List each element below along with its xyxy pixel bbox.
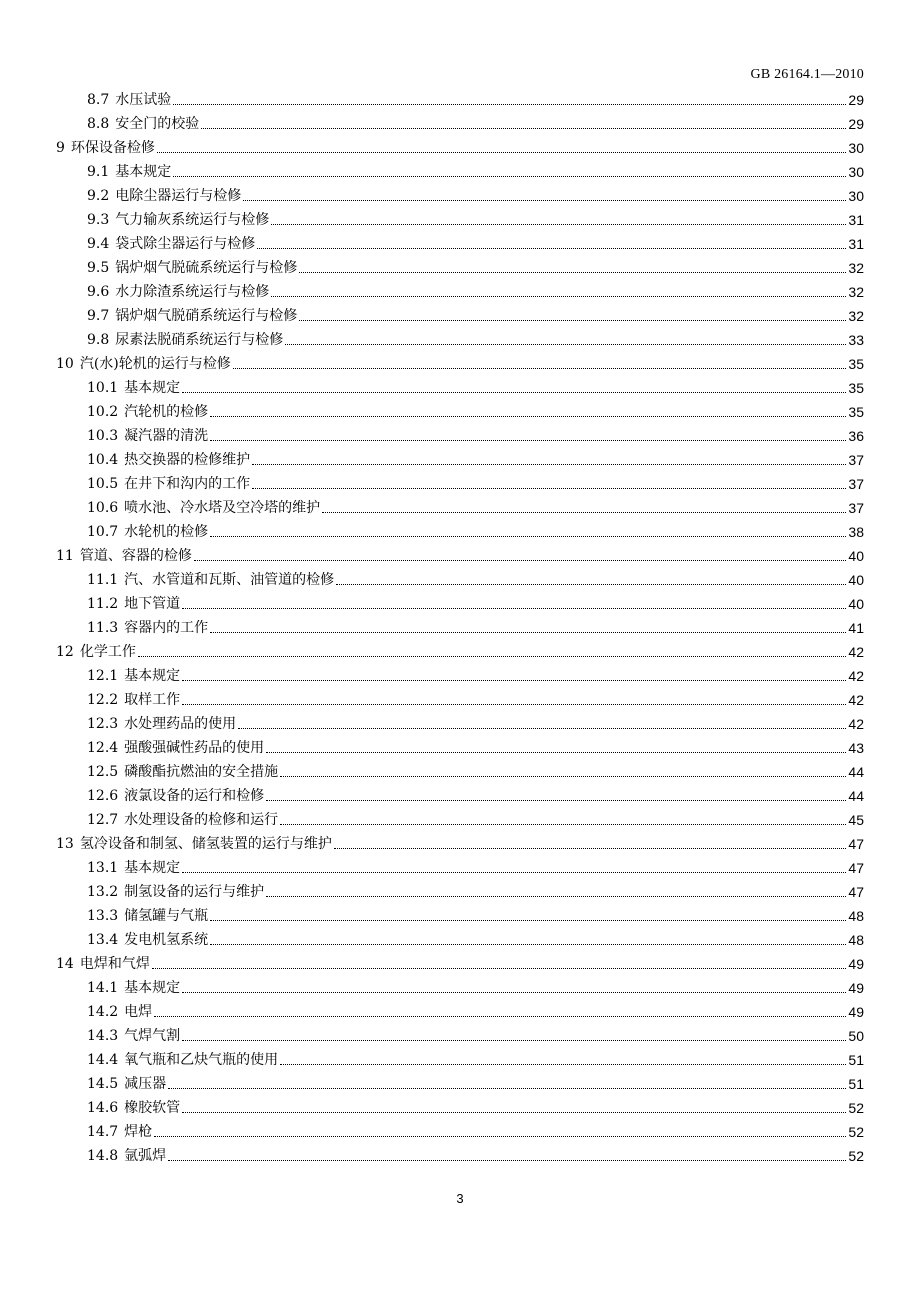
toc-entry-label [87,448,250,472]
toc-entry[interactable] [56,1120,864,1144]
toc-dot-leader [182,991,846,993]
toc-entry[interactable] [56,376,864,400]
toc-entry-label [87,712,236,736]
toc-entry-number: 10.4 [87,452,119,468]
toc-entry[interactable] [56,1072,864,1096]
toc-entry-page: 30 [848,164,864,180]
toc-entry-page: 40 [848,572,864,588]
toc-entry-number: 9 [56,140,65,156]
toc-entry-label [87,928,208,952]
toc-entry-page: 40 [848,596,864,612]
toc-entry[interactable] [56,928,864,952]
toc-entry-page: 51 [848,1076,864,1092]
toc-dot-leader [210,535,846,537]
toc-entry[interactable] [56,232,864,256]
toc-entry-label [87,856,180,880]
toc-dot-leader [257,247,846,249]
toc-entry-title: 化学工作 [79,644,136,660]
toc-entry-number: 14.3 [87,1028,119,1044]
toc-entry-label [87,256,297,280]
toc-entry-label [56,544,192,568]
toc-dot-leader [299,271,846,273]
toc-dot-leader [233,367,847,369]
toc-dot-leader [299,319,846,321]
toc-entry-page: 45 [848,812,864,828]
toc-entry-label [87,664,180,688]
toc-entry-page: 49 [848,956,864,972]
toc-entry-number: 10 [56,356,74,372]
toc-entry[interactable] [56,112,864,136]
toc-entry-page: 44 [848,764,864,780]
toc-entry-title: 氩弧焊 [124,1148,167,1164]
toc-dot-leader [168,1087,846,1089]
toc-entry[interactable] [56,952,864,976]
toc-dot-leader [182,1039,846,1041]
toc-entry-number: 10.5 [87,476,119,492]
toc-dot-leader [280,775,846,777]
toc-entry-label [87,808,278,832]
toc-entry-title: 基本规定 [124,860,181,876]
toc-entry-number: 12.4 [87,740,119,756]
toc-dot-leader [210,415,846,417]
toc-entry-title: 基本规定 [124,380,181,396]
toc-entry-number: 12.3 [87,716,119,732]
toc-entry-number: 14.6 [87,1100,119,1116]
toc-dot-leader [252,463,846,465]
toc-entry[interactable] [56,424,864,448]
toc-entry-page: 29 [848,92,864,108]
toc-entry-number: 14.5 [87,1076,119,1092]
toc-entry-title: 锅炉烟气脱硝系统运行与检修 [115,308,298,324]
toc-dot-leader [182,607,846,609]
toc-entry-label [87,1072,166,1096]
toc-dot-leader [182,391,846,393]
toc-entry-number: 13.4 [87,932,119,948]
toc-entry[interactable] [56,256,864,280]
toc-entry[interactable] [56,496,864,520]
toc-entry-label [87,1024,180,1048]
toc-entry-label [87,304,297,328]
toc-entry-title: 电除尘器运行与检修 [115,188,242,204]
toc-dot-leader [182,703,846,705]
toc-entry-page: 37 [848,452,864,468]
toc-entry-title: 汽(水)轮机的运行与检修 [79,356,231,372]
toc-entry-title: 热交换器的检修维护 [124,452,251,468]
toc-entry-label [87,112,199,136]
toc-entry-label [87,1096,180,1120]
toc-entry-page: 44 [848,788,864,804]
toc-entry-title: 电焊 [124,1004,153,1020]
toc-dot-leader [238,727,846,729]
toc-entry-title: 磷酸酯抗燃油的安全措施 [124,764,279,780]
toc-entry-label [87,1048,278,1072]
toc-entry[interactable] [56,976,864,1000]
toc-entry-page: 48 [848,932,864,948]
toc-entry-page: 47 [848,884,864,900]
toc-entry-label [56,952,150,976]
toc-entry-label [87,568,334,592]
toc-entry-page: 42 [848,668,864,684]
toc-entry-number: 9.2 [87,188,110,204]
toc-entry-label [87,688,180,712]
toc-dot-leader [266,895,846,897]
table-of-contents [56,88,864,1168]
toc-entry-label [87,1144,166,1168]
toc-entry-title: 水力除渣系统运行与检修 [115,284,270,300]
toc-entry[interactable] [56,160,864,184]
toc-entry-title: 氢冷设备和制氢、储氢装置的运行与维护 [79,836,332,852]
toc-dot-leader [266,751,846,753]
toc-entry-page: 32 [848,284,864,300]
toc-entry[interactable] [56,304,864,328]
toc-entry-number: 9.5 [87,260,110,276]
toc-entry-label [56,640,136,664]
toc-entry-number: 12 [56,644,74,660]
toc-entry-label [56,136,155,160]
toc-dot-leader [252,487,846,489]
toc-entry[interactable] [56,904,864,928]
toc-entry-number: 10.7 [87,524,119,540]
toc-dot-leader [168,1159,846,1161]
toc-dot-leader [152,967,847,969]
toc-entry-number: 12.6 [87,788,119,804]
toc-dot-leader [201,127,846,129]
toc-entry-title: 尿素法脱硝系统运行与检修 [115,332,284,348]
toc-entry[interactable] [56,352,864,376]
toc-dot-leader [210,439,846,441]
toc-entry[interactable] [56,472,864,496]
toc-entry-number: 9.4 [87,236,110,252]
toc-entry-page: 35 [848,356,864,372]
toc-entry[interactable] [56,136,864,160]
toc-entry-number: 8.8 [87,116,110,132]
toc-dot-leader [271,223,846,225]
toc-entry-label [87,976,180,1000]
toc-entry-title: 基本规定 [124,668,181,684]
toc-entry-page: 52 [848,1100,864,1116]
toc-entry[interactable] [56,280,864,304]
toc-entry[interactable] [56,688,864,712]
toc-entry-number: 11.1 [87,572,119,588]
toc-entry-label [87,160,171,184]
toc-entry-title: 在井下和沟内的工作 [124,476,251,492]
toc-entry-page: 41 [848,620,864,636]
toc-entry-label [87,280,269,304]
toc-dot-leader [182,1111,846,1113]
toc-entry-label [87,760,278,784]
toc-entry-number: 9.6 [87,284,110,300]
toc-entry-number: 14 [56,956,74,972]
toc-entry-page: 37 [848,500,864,516]
toc-entry[interactable] [56,736,864,760]
toc-dot-leader [154,1015,846,1017]
toc-entry-number: 10.1 [87,380,119,396]
toc-dot-leader [266,799,846,801]
toc-entry-page: 51 [848,1052,864,1068]
toc-entry[interactable] [56,760,864,784]
toc-entry[interactable] [56,1144,864,1168]
toc-entry-page: 50 [848,1028,864,1044]
toc-entry-label [87,784,264,808]
toc-entry-page: 47 [848,860,864,876]
toc-entry-title: 电焊和气焊 [79,956,150,972]
toc-dot-leader [182,871,846,873]
toc-entry-title: 环保设备检修 [70,140,155,156]
toc-entry-page: 32 [848,260,864,276]
toc-dot-leader [210,943,846,945]
toc-entry-title: 橡胶软管 [124,1100,181,1116]
toc-entry[interactable] [56,712,864,736]
toc-entry-title: 强酸强碱性药品的使用 [124,740,265,756]
toc-entry-page: 42 [848,644,864,660]
toc-entry-label [87,496,320,520]
page-number: 3 [456,1191,464,1206]
toc-entry-number: 10.6 [87,500,119,516]
toc-entry-label [87,424,208,448]
toc-entry-label [87,88,171,112]
toc-entry[interactable] [56,1024,864,1048]
toc-entry-page: 49 [848,1004,864,1020]
toc-entry-label [87,1120,152,1144]
toc-entry-label [87,592,180,616]
toc-entry-title: 焊枪 [124,1124,153,1140]
toc-entry[interactable] [56,184,864,208]
toc-entry-number: 14.8 [87,1148,119,1164]
toc-entry-label [87,376,180,400]
toc-entry-page: 42 [848,716,864,732]
toc-entry-title: 制氢设备的运行与维护 [124,884,265,900]
toc-entry-title: 减压器 [124,1076,167,1092]
toc-entry-number: 12.2 [87,692,119,708]
toc-entry-title: 水轮机的检修 [124,524,209,540]
toc-entry[interactable] [56,544,864,568]
toc-entry[interactable] [56,592,864,616]
toc-entry-title: 气焊气割 [124,1028,181,1044]
toc-entry[interactable] [56,616,864,640]
toc-entry-title: 凝汽器的清洗 [124,428,209,444]
toc-entry-title: 地下管道 [124,596,181,612]
toc-entry[interactable] [56,664,864,688]
toc-entry-number: 11.2 [87,596,119,612]
toc-entry-label [87,472,250,496]
toc-entry-label [87,1000,152,1024]
toc-entry-number: 13.2 [87,884,119,900]
toc-entry-page: 47 [848,836,864,852]
standard-code: GB 26164.1—2010 [750,67,864,82]
toc-entry-title: 基本规定 [115,164,172,180]
toc-entry-label [87,208,269,232]
toc-entry[interactable] [56,832,864,856]
toc-entry[interactable] [56,784,864,808]
toc-entry-title: 取样工作 [124,692,181,708]
toc-entry[interactable] [56,568,864,592]
toc-entry-number: 13.1 [87,860,119,876]
toc-entry[interactable] [56,1048,864,1072]
toc-entry-number: 13.3 [87,908,119,924]
toc-dot-leader [336,583,846,585]
toc-entry-title: 喷水池、冷水塔及空冷塔的维护 [124,500,321,516]
toc-entry[interactable] [56,1096,864,1120]
toc-entry-number: 12.5 [87,764,119,780]
toc-dot-leader [243,199,846,201]
toc-entry-label [87,736,264,760]
toc-entry-number: 11 [56,548,74,564]
toc-entry-label [87,184,241,208]
toc-entry-number: 13 [56,836,74,852]
toc-dot-leader [173,103,846,105]
toc-entry-title: 水压试验 [115,92,172,108]
toc-dot-leader [280,1063,846,1065]
toc-entry-label [87,904,208,928]
toc-entry-number: 10.2 [87,404,119,420]
toc-entry-page: 35 [848,404,864,420]
toc-entry-title: 汽轮机的检修 [124,404,209,420]
toc-entry-title: 汽、水管道和瓦斯、油管道的检修 [124,572,335,588]
toc-entry-title: 锅炉烟气脱硫系统运行与检修 [115,260,298,276]
toc-entry-label [87,520,208,544]
toc-entry[interactable] [56,328,864,352]
toc-dot-leader [194,559,847,561]
toc-entry-page: 42 [848,692,864,708]
toc-entry-label [87,400,208,424]
toc-entry-page: 37 [848,476,864,492]
toc-entry-number: 9.1 [87,164,110,180]
toc-entry-title: 基本规定 [124,980,181,996]
toc-dot-leader [334,847,847,849]
toc-entry-number: 14.4 [87,1052,119,1068]
toc-entry-number: 14.2 [87,1004,119,1020]
toc-entry-label [87,328,283,352]
toc-entry-label [56,832,332,856]
toc-entry[interactable] [56,400,864,424]
toc-entry-page: 32 [848,308,864,324]
toc-entry-page: 48 [848,908,864,924]
toc-dot-leader [138,655,847,657]
toc-entry-number: 8.7 [87,92,110,108]
toc-entry[interactable] [56,520,864,544]
toc-entry[interactable] [56,208,864,232]
toc-entry-title: 储氢罐与气瓶 [124,908,209,924]
toc-entry-title: 水处理药品的使用 [124,716,237,732]
toc-entry-page: 30 [848,188,864,204]
toc-entry-label [56,352,231,376]
toc-entry-page: 33 [848,332,864,348]
toc-entry-page: 43 [848,740,864,756]
toc-dot-leader [154,1135,846,1137]
toc-entry-page: 30 [848,140,864,156]
toc-entry-title: 发电机氢系统 [124,932,209,948]
toc-entry-number: 12.1 [87,668,119,684]
toc-entry-number: 12.7 [87,812,119,828]
toc-entry-title: 氧气瓶和乙炔气瓶的使用 [124,1052,279,1068]
toc-dot-leader [173,175,846,177]
toc-entry-page: 31 [848,212,864,228]
toc-entry-number: 9.7 [87,308,110,324]
toc-entry-title: 袋式除尘器运行与检修 [115,236,256,252]
toc-dot-leader [285,343,846,345]
toc-entry-label [87,616,208,640]
toc-entry-title: 水处理设备的检修和运行 [124,812,279,828]
toc-entry-label [87,232,255,256]
toc-entry[interactable] [56,808,864,832]
toc-entry[interactable] [56,856,864,880]
toc-entry-page: 52 [848,1124,864,1140]
toc-entry-page: 35 [848,380,864,396]
toc-entry-page: 52 [848,1148,864,1164]
toc-entry-page: 40 [848,548,864,564]
toc-dot-leader [322,511,846,513]
toc-entry-title: 管道、容器的检修 [79,548,192,564]
toc-entry-title: 容器内的工作 [124,620,209,636]
toc-entry-number: 10.3 [87,428,119,444]
toc-entry-number: 14.1 [87,980,119,996]
toc-entry-number: 14.7 [87,1124,119,1140]
toc-entry-number: 9.8 [87,332,110,348]
toc-entry-title: 气力输灰系统运行与检修 [115,212,270,228]
toc-entry[interactable] [56,640,864,664]
toc-entry-label [87,880,264,904]
toc-dot-leader [271,295,846,297]
toc-entry[interactable] [56,880,864,904]
toc-dot-leader [157,151,847,153]
toc-entry-page: 38 [848,524,864,540]
toc-entry[interactable] [56,88,864,112]
toc-entry-title: 安全门的校验 [115,116,200,132]
toc-entry[interactable] [56,1000,864,1024]
toc-entry-number: 11.3 [87,620,119,636]
toc-entry-page: 49 [848,980,864,996]
toc-dot-leader [210,919,846,921]
toc-entry[interactable] [56,448,864,472]
toc-entry-number: 9.3 [87,212,110,228]
toc-entry-page: 36 [848,428,864,444]
toc-dot-leader [182,679,846,681]
toc-entry-page: 29 [848,116,864,132]
toc-dot-leader [280,823,846,825]
toc-dot-leader [210,631,846,633]
toc-entry-title: 液氯设备的运行和检修 [124,788,265,804]
toc-entry-page: 31 [848,236,864,252]
